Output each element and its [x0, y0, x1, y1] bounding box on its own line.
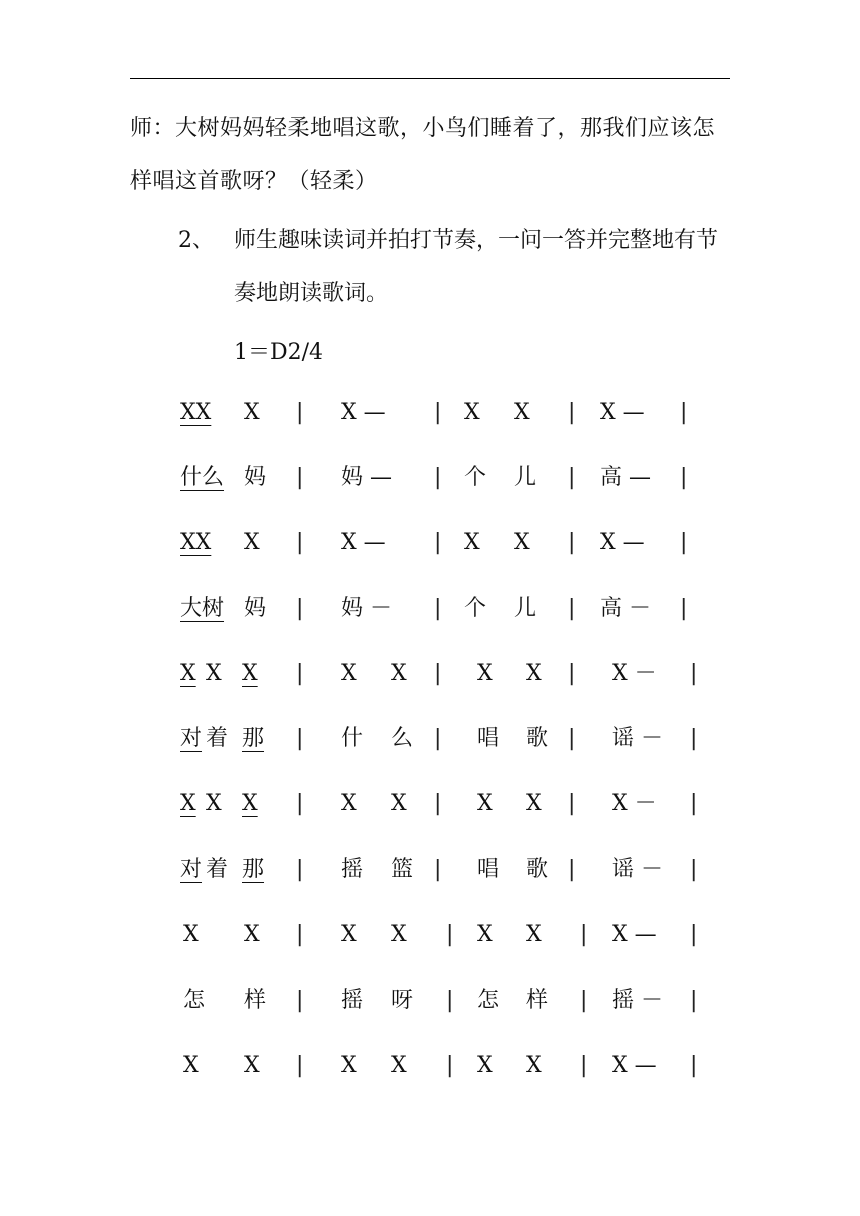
notation-cell: 大树 — [180, 596, 225, 621]
notation-cell: 样 — [526, 988, 549, 1013]
notation-cell: X — [391, 791, 407, 816]
bar-line: | — [434, 530, 442, 555]
notation-cell: X — — [341, 530, 386, 555]
notation-cell: X — [180, 791, 196, 816]
notation-cell: 样 — [244, 988, 267, 1013]
bar-line: | — [690, 726, 698, 751]
notation-row — [0, 458, 860, 498]
notation-cell: 唱 — [477, 857, 500, 882]
notation-cell: X — — [612, 1053, 657, 1078]
notation-cell: 妈 — [244, 596, 267, 621]
notation-row — [0, 981, 860, 1021]
notation-row — [0, 654, 860, 694]
notation-row — [0, 1046, 860, 1086]
bar-line: | — [680, 400, 688, 425]
notation-row — [0, 719, 860, 759]
notation-cell: X — [244, 400, 260, 425]
notation-cell: 歌 — [526, 857, 549, 882]
bar-line: | — [296, 857, 304, 882]
notation-cell: 妈 － — [341, 596, 392, 621]
notation-cell: 篮 — [391, 857, 414, 882]
notation-cell: X — [341, 922, 357, 947]
header-rule — [130, 78, 730, 79]
notation-cell: 摇 － — [612, 988, 663, 1013]
bar-line: | — [296, 791, 304, 816]
notation-cell: X — [477, 791, 493, 816]
teacher-paragraph: 师：大树妈妈轻柔地唱这歌，小鸟们睡着了，那我们应该怎样唱这首歌呀？（轻柔） — [130, 116, 716, 194]
notation-cell: X — [183, 922, 199, 947]
notation-cell: X — [206, 791, 222, 816]
notation-cell: 歌 — [526, 726, 549, 751]
notation-cell: 个 — [464, 465, 487, 490]
notation-cell: X — — [600, 400, 645, 425]
notation-cell: 怎 — [183, 988, 206, 1013]
notation-cell: X — — [612, 922, 657, 947]
bar-line: | — [580, 988, 588, 1013]
notation-cell: 高 — — [600, 465, 651, 490]
bar-line: | — [296, 530, 304, 555]
bar-line: | — [296, 661, 304, 686]
notation-cell: X — [341, 661, 357, 686]
notation-cell: X — [183, 1053, 199, 1078]
notation-cell: 对 — [180, 726, 203, 751]
list-item-number: 2、 — [178, 228, 214, 253]
notation-cell: X － — [612, 661, 657, 686]
bar-line: | — [568, 400, 576, 425]
notation-cell: 摇 — [341, 988, 364, 1013]
bar-line: | — [680, 530, 688, 555]
bar-line: | — [434, 400, 442, 425]
notation-cell: X — [526, 661, 542, 686]
bar-line: | — [568, 857, 576, 882]
notation-cell: X — [341, 1053, 357, 1078]
notation-cell: X — — [341, 400, 386, 425]
notation-cell: 着 — [206, 726, 229, 751]
notation-cell: X — [391, 922, 407, 947]
bar-line: | — [434, 661, 442, 686]
notation-cell: XX — [180, 400, 212, 425]
bar-line: | — [296, 400, 304, 425]
key-signature: 1＝D2/4 — [234, 340, 324, 365]
notation-cell: X — [477, 922, 493, 947]
notation-cell: 儿 — [514, 465, 537, 490]
notation-row — [0, 589, 860, 629]
bar-line: | — [296, 1053, 304, 1078]
notation-cell: X — [514, 400, 530, 425]
notation-cell: X — [464, 400, 480, 425]
notation-cell: 那 — [242, 726, 265, 751]
notation-cell: 个 — [464, 596, 487, 621]
bar-line: | — [690, 988, 698, 1013]
bar-line: | — [690, 661, 698, 686]
bar-line: | — [568, 596, 576, 621]
notation-cell: XX — [180, 530, 212, 555]
notation-cell: X — [526, 1053, 542, 1078]
bar-line: | — [296, 596, 304, 621]
notation-cell: 妈 — — [341, 465, 392, 490]
notation-cell: X — [477, 1053, 493, 1078]
notation-cell: 什 — [341, 726, 364, 751]
bar-line: | — [434, 726, 442, 751]
notation-cell: X — [242, 791, 258, 816]
notation-row — [0, 915, 860, 955]
notation-cell: 呀 — [391, 988, 414, 1013]
bar-line: | — [296, 726, 304, 751]
bar-line: | — [680, 596, 688, 621]
bar-line: | — [690, 1053, 698, 1078]
bar-line: | — [446, 988, 454, 1013]
bar-line: | — [434, 791, 442, 816]
notation-cell: 谣 － — [612, 857, 663, 882]
bar-line: | — [434, 596, 442, 621]
bar-line: | — [446, 922, 454, 947]
notation-cell: 高 － — [600, 596, 651, 621]
bar-line: | — [690, 791, 698, 816]
notation-cell: 妈 — [244, 465, 267, 490]
bar-line: | — [446, 1053, 454, 1078]
notation-row — [0, 393, 860, 433]
notation-cell: 儿 — [514, 596, 537, 621]
notation-cell: X — [464, 530, 480, 555]
notation-cell: 么 — [391, 726, 414, 751]
notation-cell: X — [206, 661, 222, 686]
notation-cell: 怎 — [477, 988, 500, 1013]
bar-line: | — [296, 465, 304, 490]
notation-cell: 摇 — [341, 857, 364, 882]
bar-line: | — [296, 922, 304, 947]
notation-cell: X — [514, 530, 530, 555]
notation-cell: X — [391, 661, 407, 686]
bar-line: | — [296, 988, 304, 1013]
notation-cell: X — [244, 530, 260, 555]
bar-line: | — [434, 465, 442, 490]
notation-cell: X — — [600, 530, 645, 555]
bar-line: | — [580, 1053, 588, 1078]
bar-line: | — [568, 661, 576, 686]
notation-row — [0, 850, 860, 890]
notation-cell: X － — [612, 791, 657, 816]
notation-cell: X — [180, 661, 196, 686]
notation-cell: X — [341, 791, 357, 816]
bar-line: | — [568, 791, 576, 816]
notation-cell: 唱 — [477, 726, 500, 751]
notation-cell: 谣 － — [612, 726, 663, 751]
notation-cell: X — [244, 922, 260, 947]
bar-line: | — [690, 857, 698, 882]
notation-cell: 着 — [206, 857, 229, 882]
notation-cell: 什么 — [180, 465, 225, 490]
notation-cell: 那 — [242, 857, 265, 882]
bar-line: | — [568, 530, 576, 555]
notation-row — [0, 784, 860, 824]
notation-cell: X — [242, 661, 258, 686]
list-item-text: 师生趣味读词并拍打节奏，一问一答并完整地有节奏地朗读歌词。 — [234, 228, 719, 306]
notation-row — [0, 523, 860, 563]
notation-cell: X — [526, 791, 542, 816]
bar-line: | — [680, 465, 688, 490]
notation-cell: X — [391, 1053, 407, 1078]
bar-line: | — [580, 922, 588, 947]
notation-cell: X — [477, 661, 493, 686]
bar-line: | — [568, 726, 576, 751]
bar-line: | — [690, 922, 698, 947]
notation-cell: X — [244, 1053, 260, 1078]
bar-line: | — [434, 857, 442, 882]
notation-cell: 对 — [180, 857, 203, 882]
bar-line: | — [568, 465, 576, 490]
notation-cell: X — [526, 922, 542, 947]
